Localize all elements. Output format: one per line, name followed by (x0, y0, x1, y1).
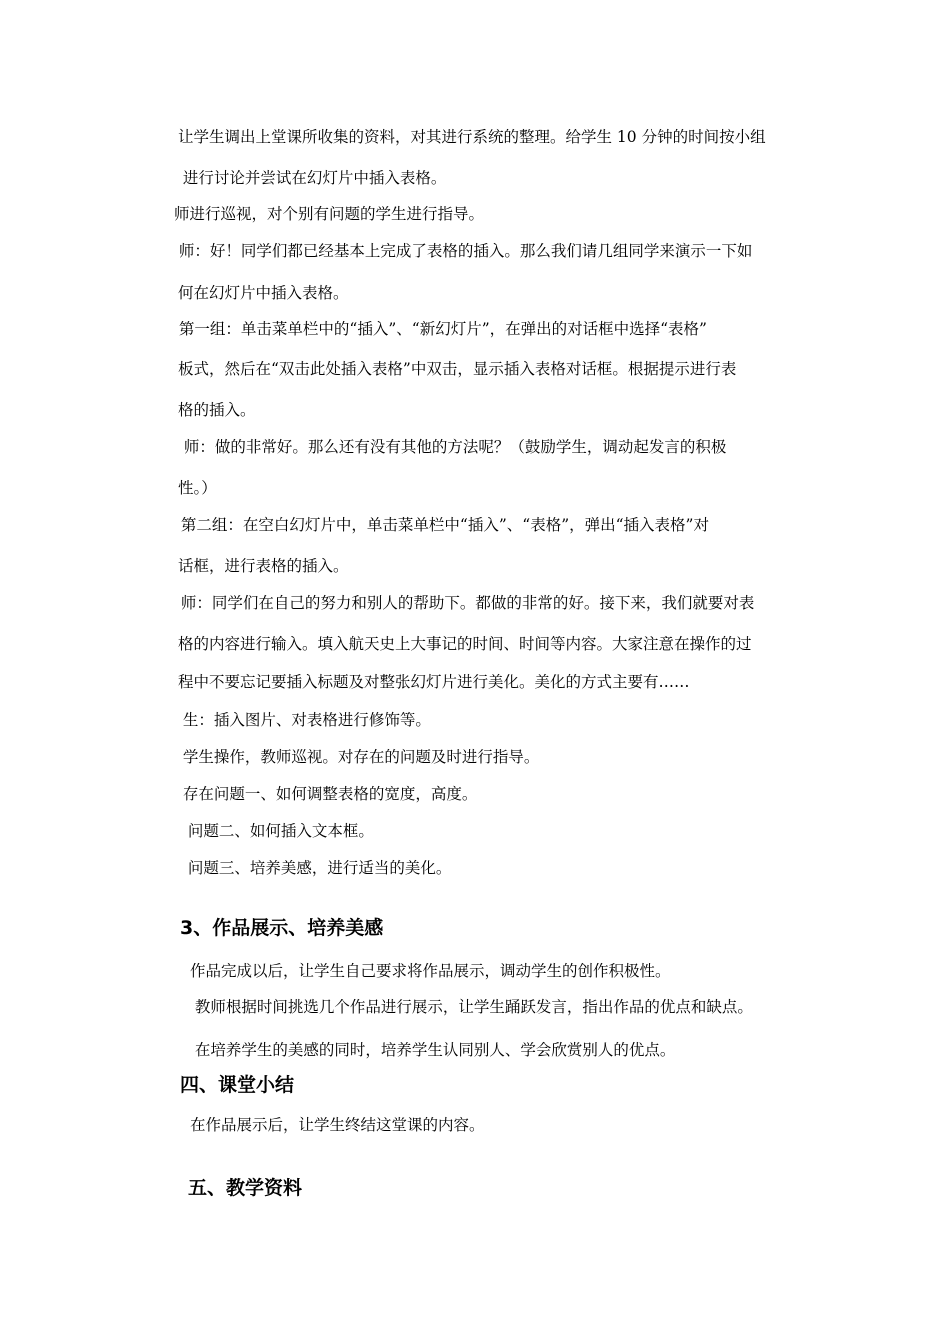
paragraph-line: 师进行巡视，对个别有问题的学生进行指导。 (174, 205, 485, 223)
paragraph-line: 作品完成以后，让学生自己要求将作品展示，调动学生的创作积极性。 (190, 962, 671, 980)
paragraph-line: 格的插入。 (178, 401, 256, 419)
paragraph-line: 存在问题一、如何调整表格的宽度，高度。 (178, 785, 478, 803)
paragraph-line: 格的内容进行输入。填入航天史上大事记的时间、时间等内容。大家注意在操作的过 (178, 635, 752, 653)
paragraph-line: 第一组：单击菜单栏中的“插入”、“新幻灯片”，在弹出的对话框中选择“表格” (174, 320, 707, 338)
paragraph-line: 让学生调出上堂课所收集的资料，对其进行系统的整理。给学生 10 分钟的时间按小组 (178, 128, 766, 146)
paragraph-line: 在培养学生的美感的同时，培养学生认同别人、学会欣赏别人的优点。 (190, 1041, 676, 1059)
paragraph-line: 话框，进行表格的插入。 (178, 557, 349, 575)
paragraph-line: 教师根据时间挑选几个作品进行展示，让学生踊跃发言，指出作品的优点和缺点。 (190, 998, 753, 1016)
section-heading: 五、教学资料 (188, 1177, 303, 1199)
paragraph-line: 板式，然后在“双击此处插入表格”中双击，显示插入表格对话框。根据提示进行表 (178, 360, 737, 378)
paragraph-line: 问题三、培养美感，进行适当的美化。 (178, 859, 452, 877)
paragraph-line: 何在幻灯片中插入表格。 (178, 284, 349, 302)
paragraph-line: 在作品展示后，让学生终结这堂课的内容。 (190, 1116, 485, 1134)
paragraph-line: 师：做的非常好。那么还有没有其他的方法呢？（鼓励学生，调动起发言的积极 (174, 438, 727, 456)
paragraph-line: 学生操作，教师巡视。对存在的问题及时进行指导。 (178, 748, 540, 766)
paragraph-line: 性。） (178, 479, 217, 497)
paragraph-line: 程中不要忘记要插入标题及对整张幻灯片进行美化。美化的方式主要有…… (178, 673, 690, 691)
paragraph-line: 师：同学们在自己的努力和别人的帮助下。都做的非常的好。接下来，我们就要对表 (176, 594, 755, 612)
paragraph-line: 第二组：在空白幻灯片中，单击菜单栏中“插入”、“表格”，弹出“插入表格”对 (176, 516, 709, 534)
paragraph-line: 师：好！同学们都已经基本上完成了表格的插入。那么我们请几组同学来演示一下如 (174, 242, 753, 260)
paragraph-line: 问题二、如何插入文本框。 (178, 822, 374, 840)
section-heading: 3、作品展示、培养美感 (180, 917, 384, 939)
section-heading: 四、课堂小结 (180, 1074, 295, 1096)
paragraph-line: 生：插入图片、对表格进行修饰等。 (178, 711, 431, 729)
paragraph-line: 进行讨论并尝试在幻灯片中插入表格。 (178, 169, 447, 187)
